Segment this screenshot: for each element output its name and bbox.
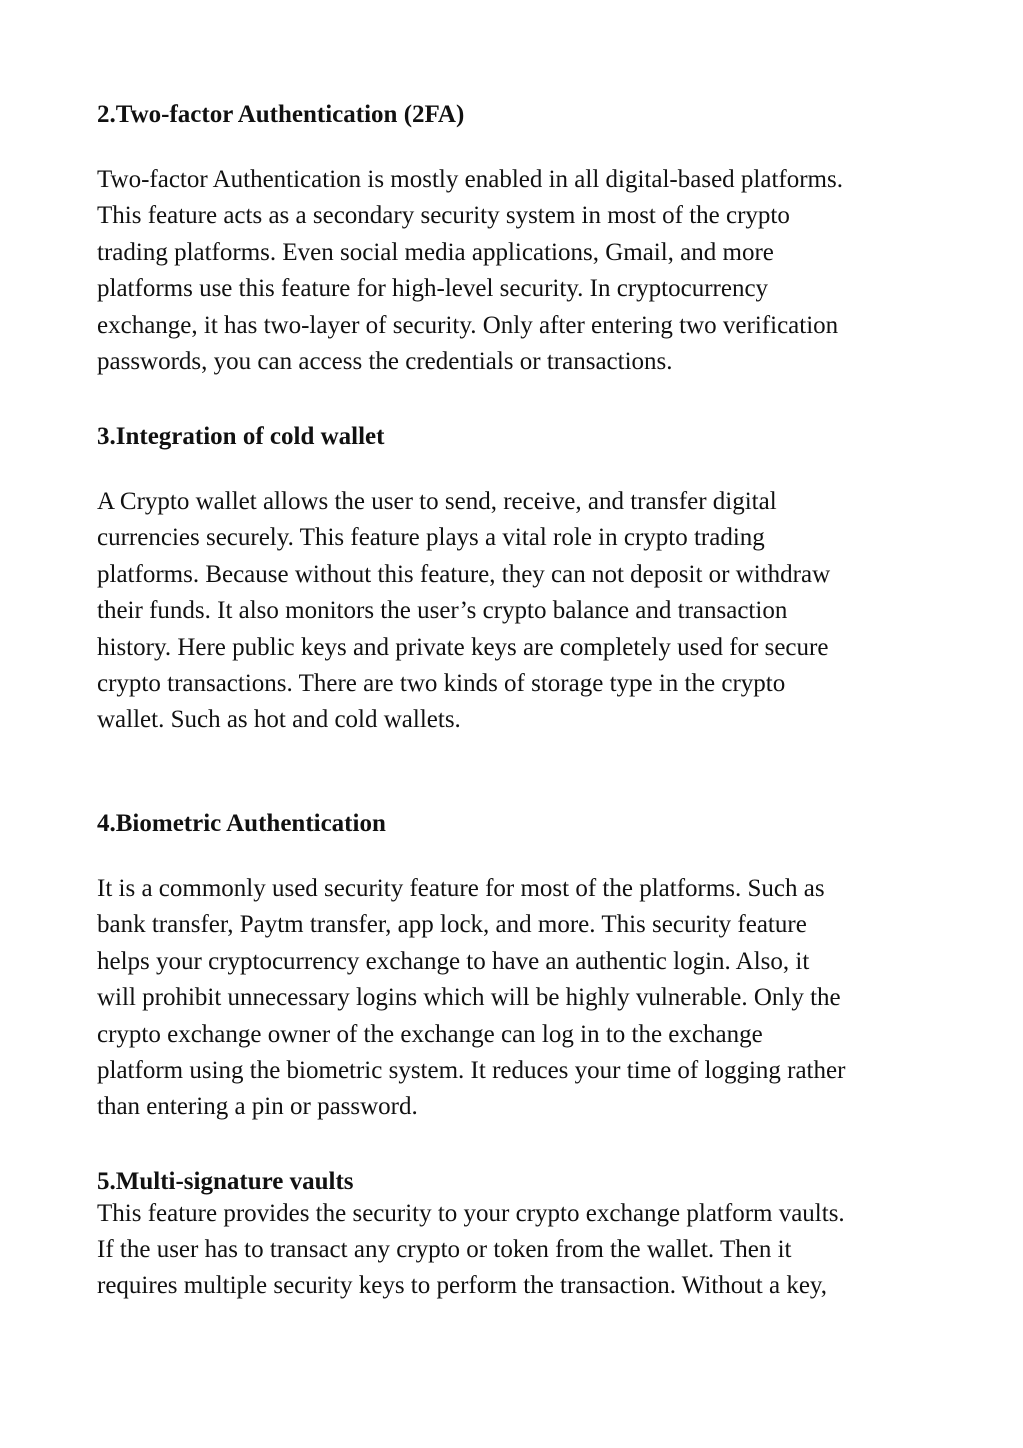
section-paragraph-multisig — [97, 1196, 937, 1304]
paragraph-line: requires multiple security keys to perform the transaction. Without a key, — [97, 1272, 828, 1299]
paragraph-line: history. Here public keys and private keys are completely used for secure — [97, 633, 829, 661]
paragraph-line: passwords, you can access the credentials or transactions. — [97, 347, 673, 375]
paragraph-line: crypto exchange owner of the exchange can log in to the exchange — [97, 1020, 763, 1048]
paragraph-line: will prohibit unnecessary logins which will be highly vulnerable. Only the — [97, 984, 841, 1012]
paragraph-line: trading platforms. Even social media applications, Gmail, and more — [97, 238, 774, 266]
paragraph-line: bank transfer, Paytm transfer, app lock, and more. This security feature — [97, 911, 807, 939]
paragraph-line: Two-factor Authentication is mostly enabled in all digital-based platforms. — [97, 166, 843, 193]
paragraph-line: currencies securely. This feature plays a vital role in crypto trading — [97, 524, 765, 552]
paragraph-line: It is a commonly used security feature for most of the platforms. Such as — [97, 875, 825, 902]
paragraph-line: their funds. It also monitors the user’s crypto balance and transaction — [97, 597, 788, 625]
paragraph-line: platforms. Because without this feature, they can not deposit or withdraw — [97, 560, 831, 588]
section-heading-2fa: 2.Two-factor Authentication (2FA) — [97, 101, 465, 128]
paragraph-line: wallet. Such as hot and cold wallets. — [97, 706, 461, 734]
paragraph-line: helps your cryptocurrency exchange to have an authentic login. Also, it — [97, 947, 810, 975]
paragraph-line: than entering a pin or password. — [97, 1093, 418, 1121]
section-heading-cold-wallet: 3.Integration of cold wallet — [97, 423, 385, 450]
paragraph-line: platforms use this feature for high-level security. In cryptocurrency — [97, 275, 769, 303]
paragraph-line: If the user has to transact any crypto or token from the wallet. Then it — [97, 1236, 792, 1263]
paragraph-line: A Crypto wallet allows the user to send, receive, and transfer digital — [97, 488, 777, 515]
section-paragraph-2fa — [97, 162, 937, 380]
paragraph-line: This feature provides the security to your crypto exchange platform vaults. — [97, 1200, 845, 1227]
section-paragraph-cold-wallet — [97, 484, 937, 739]
section-paragraph-biometric — [97, 871, 937, 1126]
section-heading-multisig: 5.Multi-signature vaults — [97, 1168, 354, 1195]
section-heading-biometric: 4.Biometric Authentication — [97, 810, 386, 837]
paragraph-line: This feature acts as a secondary security system in most of the crypto — [97, 202, 790, 230]
paragraph-line: platform using the biometric system. It reduces your time of logging rather — [97, 1056, 846, 1084]
paragraph-line: exchange, it has two-layer of security. Only after entering two verification — [97, 311, 839, 339]
paragraph-line: crypto transactions. There are two kinds of storage type in the crypto — [97, 669, 786, 697]
